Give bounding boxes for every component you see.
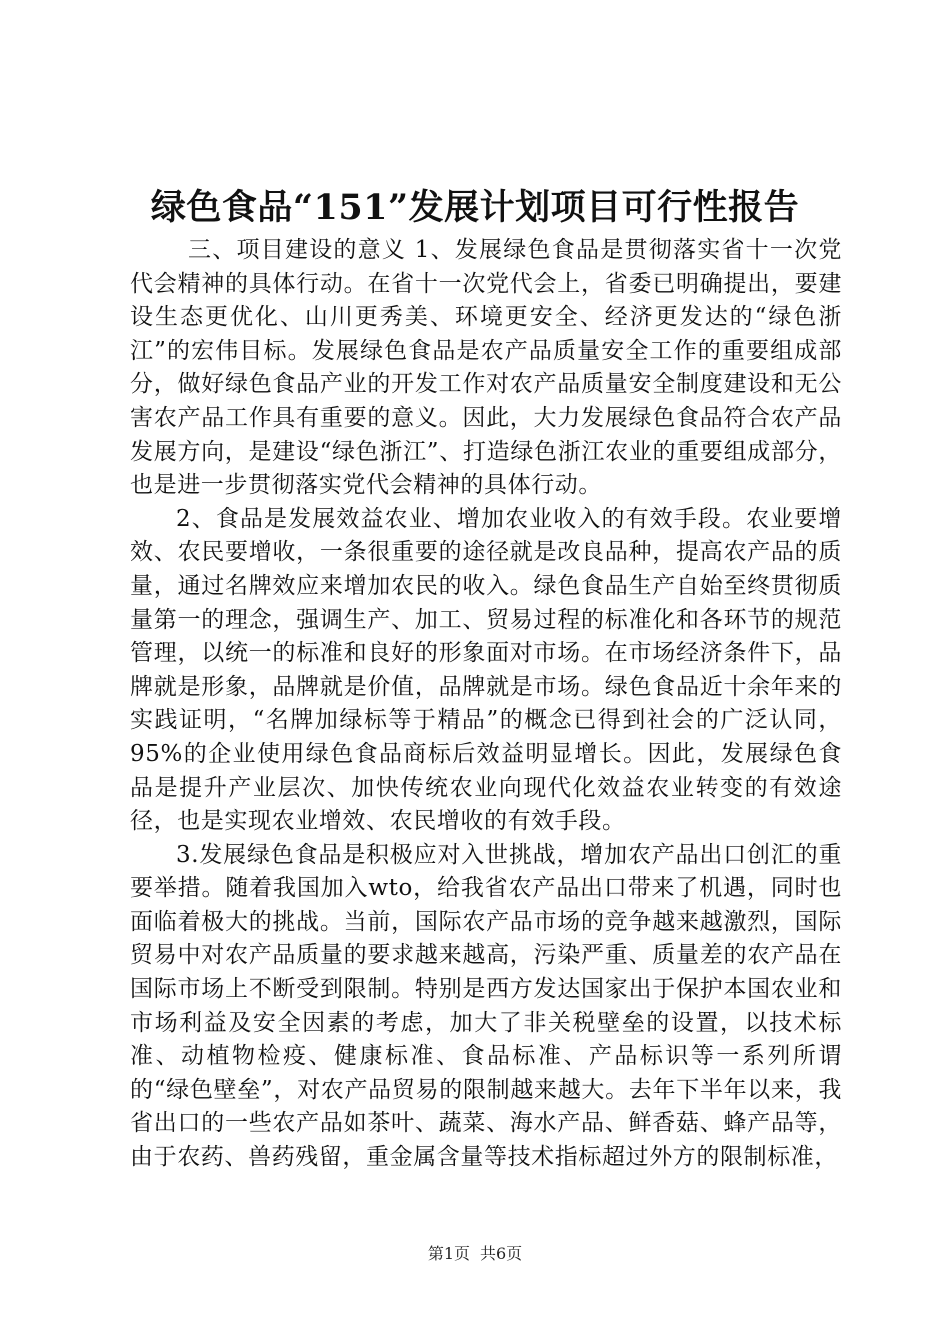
page-number: 第1页 <box>427 1244 470 1263</box>
paragraph-2: 2、食品是发展效益农业、增加农业收入的有效手段。农业要增效、农民要增收，一条很重要的途径就是改良品种，提高农产品的质量，通过名牌效应来增加农民的收入。绿色食品生产自始至终贯彻质量第一的理念，强调生产、加工、贸易过程的标准化和各环节的规范管理，以统一的标准和良好的形象面对市场。在市场经济条件下，品牌就是形象，品牌就是价值，品牌就是市场。绿色食品近十余年来的实践证明，“名牌加绿标等于精品”的概念已得到社会的广泛认同，95%的企业使用绿色食品商标后效益明显增长。因此，发展绿色食品是提升产业层次、加快传统农业向现代化效益农业转变的有效途径，也是实现农业增效、农民增收的有效手段。 <box>130 505 842 835</box>
paragraph-3: 3.发展绿色食品是积极应对入世挑战，增加农产品出口创汇的重要举措。随着我国加入wto，给我省农产品出口带来了机遇，同时也面临着极大的挑战。当前，国际农产品市场的竞争越来越激烈，国际贸易中对农产品质量的要求越来越高，污染严重、质量差的农产品在国际市场上不断受到限制。特别是西方发达国家出于保护本国农业和市场利益及安全因素的考虑，加大了非关税壁垒的设置，以技术标准、动植物检疫、健康标准、食品标准、产品标识等一系列所谓的“绿色壁垒”，对农产品贸易的限制越来越大。去年下半年以来，我省出口的一些农产品如茶叶、蔬菜、海水产品、鲜香菇、蜂产品等，由于农药、兽药残留，重金属含量等技术指标超过外方的限制标准， <box>130 841 842 1171</box>
document-body <box>130 234 842 1175</box>
page-footer <box>0 1242 950 1266</box>
paragraph-1: 三、项目建设的意义 1、发展绿色食品是贯彻落实省十一次党代会精神的具体行动。在省十一次党代会上，省委已明确提出，要建设生态更优化、山川更秀美、环境更安全、经济更发达的“绿色浙江”的宏伟目标。发展绿色食品是农产品质量安全工作的重要组成部分，做好绿色食品产业的开发工作对农产品质量安全制度建设和无公害农产品工作具有重要的意义。因此，大力发展绿色食品符合农产品发展方向，是建设“绿色浙江”、打造绿色浙江农业的重要组成部分，也是进一步贯彻落实党代会精神的具体行动。 <box>130 237 842 499</box>
document-title: 绿色食品“151”发展计划项目可行性报告 <box>150 187 800 228</box>
page-total: 共6页 <box>480 1244 523 1263</box>
